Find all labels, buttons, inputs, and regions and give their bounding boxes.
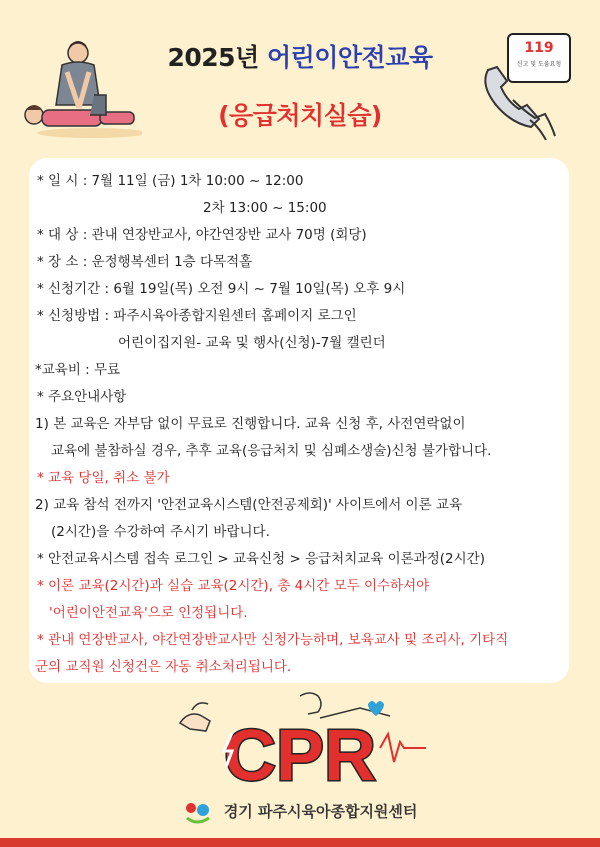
notice-eligibility-cont: 군의 교직원 신청건은 자동 취소처리됩니다.	[35, 659, 292, 675]
info-card	[29, 158, 569, 683]
badge-number: 119	[524, 40, 554, 56]
org-logo-icon	[183, 800, 213, 824]
info-line-schedule: * 일 시 : 7월 11일 (금) 1차 10:00 ~ 12:00	[37, 173, 304, 189]
notice-1: 1) 본 교육은 자부담 없이 무료로 진행합니다. 교육 신청 후, 사전연락없이	[35, 416, 466, 432]
cpr-logo-illustration	[170, 688, 430, 798]
notice-2-cont: (2시간)을 수강하여 주시기 바랍니다.	[51, 524, 270, 540]
info-line-method: * 신청방법 : 파주시육아종합지원센터 홈페이지 로그인	[37, 308, 357, 324]
page-subtitle: (응급처치실습)	[218, 101, 382, 130]
notice-login-path: * 안전교육시스템 접속 로그인 > 교육신청 > 응급처치교육 이론과정(2시간)	[37, 551, 485, 567]
footer-bar	[0, 838, 600, 847]
title-year: 2025년	[167, 43, 259, 72]
notice-2: 2) 교육 참석 전까지 '안전교육시스템(안전공제회)' 사이트에서 이론 교육	[35, 497, 462, 513]
notice-completion-cont: '어린이안전교육'으로 인정됩니다.	[49, 605, 248, 621]
info-line-place: * 장 소 : 운정행복센터 1층 다목적홀	[37, 254, 253, 270]
info-line-notice-heading: * 주요안내사항	[37, 389, 127, 405]
title-accent: 어린이안전교육	[266, 43, 433, 72]
footer-org	[0, 800, 600, 824]
info-line-schedule-2: 2차 13:00 ~ 15:00	[203, 200, 327, 216]
notice-1-cont: 교육에 불참하실 경우, 추후 교육(응급처치 및 심폐소생술)신청 불가합니다.	[51, 443, 492, 459]
notice-eligibility: * 관내 연장반교사, 야간연장반교사만 신청가능하며, 보육교사 및 조리사, 기타직	[37, 632, 509, 648]
cpr-text: CPR	[223, 716, 377, 796]
notice-no-cancel: * 교육 당일, 취소 불가	[37, 470, 170, 486]
badge-text: 신고 및 도움요청	[516, 61, 562, 68]
info-line-target: * 대 상 : 관내 연장반교사, 야간연장반 교사 70명 (회당)	[37, 227, 367, 243]
info-line-period: * 신청기간 : 6월 19일(목) 오전 9시 ~ 7월 10일(목) 오후 9시	[37, 281, 406, 297]
info-line-fee: *교육비 : 무료	[35, 362, 121, 378]
info-line-method-2: 어린이집지원- 교육 및 행사(신청)-7월 캘린더	[118, 335, 386, 351]
page-title	[0, 38, 600, 74]
notice-completion: * 이론 교육(2시간)과 실습 교육(2시간), 총 4시간 모두 이수하셔야	[37, 578, 430, 594]
org-name: 경기 파주시육아종합지원센터	[223, 802, 418, 821]
